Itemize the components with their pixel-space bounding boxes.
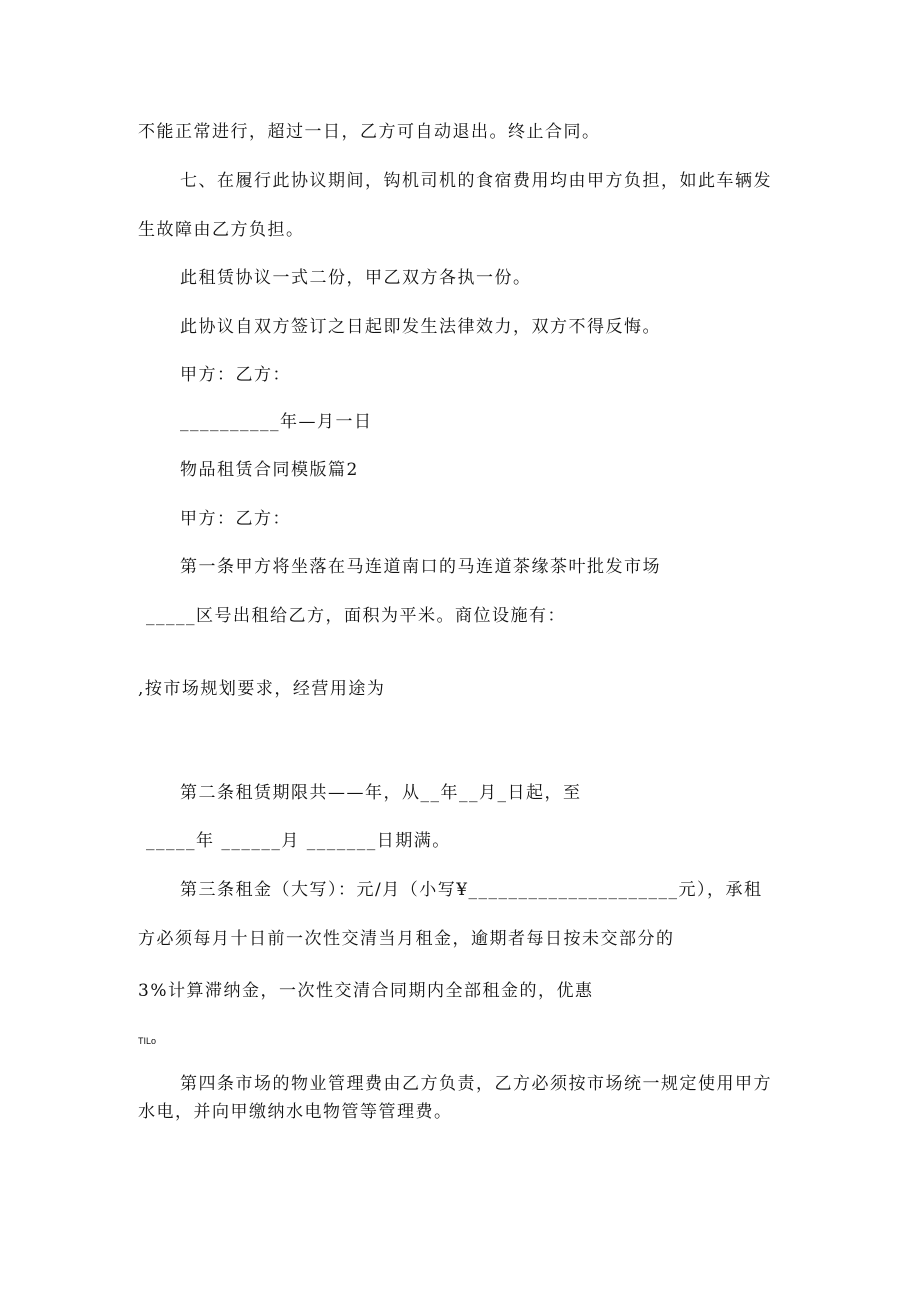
article-two-line: 第二条租赁期限共——年，从__年__月_日起，至 (180, 783, 582, 803)
article-four-continuation: 水电，并向甲缴纳水电物管等管理费。 (138, 1102, 453, 1122)
article-three-continuation-2: 3%计算滞纳金，一次性交清合同期内全部租金的，优惠 (138, 981, 594, 1001)
paragraph-line-termination: 不能正常进行，超过一日，乙方可自动退出。终止合同。 (138, 122, 601, 142)
section-heading: 物品租赁合同模版篇2 (180, 460, 359, 480)
article-three-line: 第三条租金（大写）：元/月（小写¥_____________________元），承租 (180, 880, 763, 900)
date-line: __________年—月一日 (180, 412, 373, 432)
article-two-continuation: _____年 ______月 _______日期满。 (146, 831, 451, 851)
copies-statement: 此租赁协议一式二份，甲乙双方各执一份。 (180, 268, 532, 288)
party-signature-line: 甲方：乙方： (180, 365, 291, 385)
article-one-continuation: _____区号出租给乙方，面积为平米。商位设施有： (146, 606, 566, 626)
stray-text: TILo (138, 1036, 157, 1046)
effectiveness-statement: 此协议自双方签订之日起即发生法律效力，双方不得反悔。 (180, 317, 661, 337)
article-one-line: 第一条甲方将坐落在马连道南口的马连道茶缘茶叶批发市场 (180, 557, 661, 577)
usage-line: ,按市场规划要求，经营用途为 (138, 679, 386, 699)
article-four-line: 第四条市场的物业管理费由乙方负责，乙方必须按市场统一规定使用甲方 (180, 1074, 772, 1094)
clause-seven-line: 七、在履行此协议期间，钩机司机的食宿费用均由甲方负担，如此车辆发 (180, 171, 772, 191)
article-three-continuation: 方必须每月十日前一次性交清当月租金，逾期者每日按未交部分的 (138, 929, 675, 949)
party-line: 甲方：乙方： (180, 509, 291, 529)
clause-seven-continuation: 生故障由乙方负担。 (138, 220, 305, 240)
